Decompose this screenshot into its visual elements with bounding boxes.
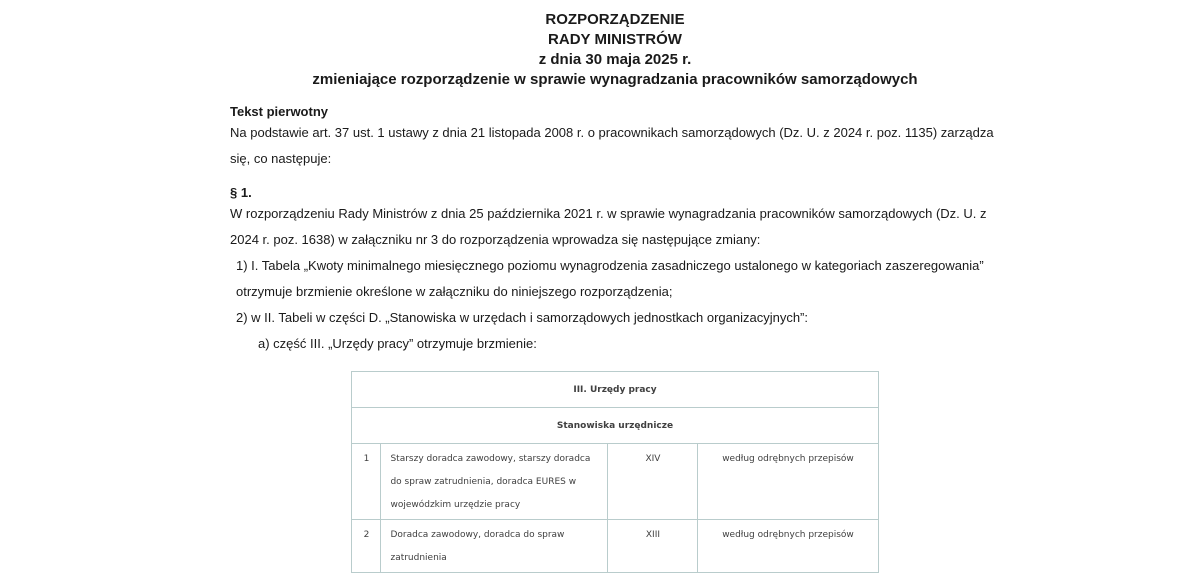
title-line-subject: zmieniające rozporządzenie w sprawie wynagradzania pracowników samorządowych (312, 71, 918, 88)
source-note: Tekst pierwotny (230, 104, 329, 119)
document-title (230, 10, 1000, 90)
table-subtitle: Stanowiska urzędnicze (352, 408, 878, 444)
table-row (352, 520, 878, 573)
paragraph-point-2: 2) w II. Tabeli w części D. „Stanowiska w urzędach i samorządowych jednostkach organizacyjnych”: (236, 310, 808, 325)
row-category: XIII (608, 520, 698, 573)
row-number: 2 (352, 520, 381, 573)
table-title-row (352, 372, 878, 408)
row-requirements: według odrębnych przepisów (698, 444, 878, 520)
paragraph-legal-basis: Na podstawie art. 37 ust. 1 ustawy z dnia 21 listopada 2008 r. o pracownikach samorządowych (Dz. U. z 2024 r. poz. 1135) zarządza się, co następuje: (230, 125, 994, 166)
document-page (230, 0, 1000, 573)
section-1-heading: § 1. (230, 185, 252, 200)
positions-table (351, 371, 878, 573)
table-title: III. Urzędy pracy (352, 372, 878, 408)
table-subtitle-row (352, 408, 878, 444)
paragraph-amendment-intro: W rozporządzeniu Rady Ministrów z dnia 25 października 2021 r. w sprawie wynagradzania pracowników samorządowych (Dz. U. z 2024 r. poz. 1638) w załączniku nr 3 do rozporządzenia wprowadza się następujące zmiany: (230, 206, 987, 247)
paragraph-point-1: 1) I. Tabela „Kwoty minimalnego miesięcznego poziomu wynagrodzenia zasadniczego ustalonego w kategoriach zaszeregowania” otrzymuje brzmienie określone w załączniku do niniejszego rozporządzenia; (236, 258, 984, 299)
title-line-issuer: RADY MINISTRÓW (548, 31, 682, 48)
row-category: XIV (608, 444, 698, 520)
title-line-date: z dnia 30 maja 2025 r. (538, 51, 692, 68)
table-row (352, 444, 878, 520)
row-number: 1 (352, 444, 381, 520)
row-position: Doradca zawodowy, doradca do spraw zatrudnienia (381, 520, 608, 573)
row-position: Starszy doradca zawodowy, starszy doradca do spraw zatrudnienia, doradca EURES w wojewódzkim urzędzie pracy (381, 444, 608, 520)
row-requirements: według odrębnych przepisów (698, 520, 878, 573)
title-line-act-type: ROZPORZĄDZENIE (545, 11, 685, 28)
paragraph-point-2a: a) część III. „Urzędy pracy” otrzymuje brzmienie: (258, 336, 537, 351)
